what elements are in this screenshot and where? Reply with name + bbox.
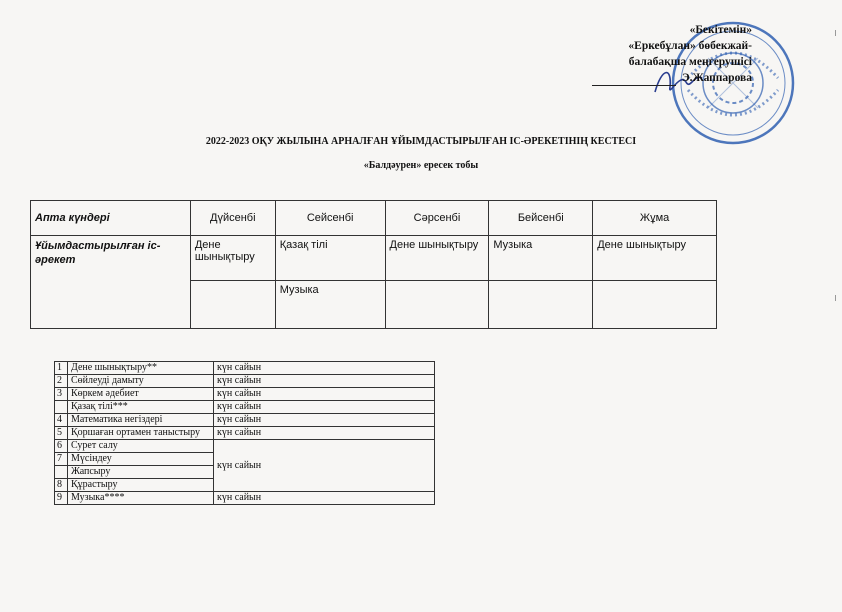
subject-name: Музыка**** xyxy=(68,492,214,505)
schedule-cell xyxy=(190,281,275,329)
group-title: «Балдәурен» ересек тобы xyxy=(363,160,479,171)
day-header-thursday: Бейсенбі xyxy=(489,201,593,236)
table-row xyxy=(55,362,435,375)
row-number: 5 xyxy=(55,427,68,440)
scan-mark xyxy=(835,295,836,301)
subject-name: Мүсіндеу xyxy=(68,453,214,466)
approval-line-3: балабақша меңгерушісі xyxy=(628,56,752,68)
subject-name: Дене шынықтыру** xyxy=(68,362,214,375)
approval-line-1: «Бекітемін» xyxy=(689,24,752,36)
schedule-cell xyxy=(385,281,489,329)
signature-line xyxy=(592,73,676,86)
subject-frequency: күн сайын xyxy=(214,492,435,505)
table-row xyxy=(55,401,435,414)
subject-frequency: күн сайын xyxy=(214,388,435,401)
subject-name: Көркем әдебиет xyxy=(68,388,214,401)
table-row xyxy=(55,375,435,388)
row-number: 3 xyxy=(55,388,68,401)
schedule-table xyxy=(30,200,717,329)
subject-name: Қоршаған ортамен таныстыру xyxy=(68,427,214,440)
table-row xyxy=(55,414,435,427)
subject-frequency-merged: күн сайын xyxy=(214,440,435,492)
subject-frequency: күн сайын xyxy=(214,362,435,375)
table-row xyxy=(55,427,435,440)
subject-name: Сурет салу xyxy=(68,440,214,453)
approval-line-2: «Еркебұлан» бөбекжай- xyxy=(628,40,752,52)
row-number: 4 xyxy=(55,414,68,427)
schedule-cell xyxy=(593,281,717,329)
schedule-cell: Музыка xyxy=(275,281,385,329)
document-title: 2022-2023 ОҚУ ЖЫЛЫНА АРНАЛҒАН ҰЙЫМДАСТЫРЫЛҒАН ІС-ӘРЕКЕТІНІҢ КЕСТЕСІ xyxy=(205,136,637,147)
activity-row-label: Ұйымдастырылған іс-әрекет xyxy=(31,236,191,329)
subject-name: Математика негіздері xyxy=(68,414,214,427)
row-number xyxy=(55,466,68,479)
subject-frequency: күн сайын xyxy=(214,375,435,388)
approval-line-4: Э.Жаппарова xyxy=(681,72,752,84)
scan-mark xyxy=(835,30,836,36)
schedule-cell: Музыка xyxy=(489,236,593,281)
table-row xyxy=(55,440,435,453)
row-number: 7 xyxy=(55,453,68,466)
table-row xyxy=(55,492,435,505)
subject-frequency: күн сайын xyxy=(214,414,435,427)
weekdays-header: Апта күндері xyxy=(31,201,191,236)
subject-frequency: күн сайын xyxy=(214,427,435,440)
schedule-cell: Дене шынықтыру xyxy=(190,236,275,281)
schedule-cell xyxy=(489,281,593,329)
day-header-friday: Жұма xyxy=(593,201,717,236)
approval-block xyxy=(592,22,752,86)
table-row xyxy=(55,388,435,401)
day-header-tuesday: Сейсенбі xyxy=(275,201,385,236)
schedule-cell: Қазақ тілі xyxy=(275,236,385,281)
subject-name: Сөйлеуді дамыту xyxy=(68,375,214,388)
row-number: 1 xyxy=(55,362,68,375)
row-number: 8 xyxy=(55,479,68,492)
subject-name: Құрастыру xyxy=(68,479,214,492)
day-header-monday: Дүйсенбі xyxy=(190,201,275,236)
schedule-cell: Дене шынықтыру xyxy=(593,236,717,281)
row-number: 2 xyxy=(55,375,68,388)
subject-frequency: күн сайын xyxy=(214,401,435,414)
row-number xyxy=(55,401,68,414)
row-number: 6 xyxy=(55,440,68,453)
schedule-header-row xyxy=(31,201,717,236)
schedule-cell: Дене шынықтыру xyxy=(385,236,489,281)
schedule-row-1 xyxy=(31,236,717,281)
subjects-table xyxy=(54,361,435,505)
subject-name: Қазақ тілі*** xyxy=(68,401,214,414)
row-number: 9 xyxy=(55,492,68,505)
day-header-wednesday: Сәрсенбі xyxy=(385,201,489,236)
subject-name: Жапсыру xyxy=(68,466,214,479)
